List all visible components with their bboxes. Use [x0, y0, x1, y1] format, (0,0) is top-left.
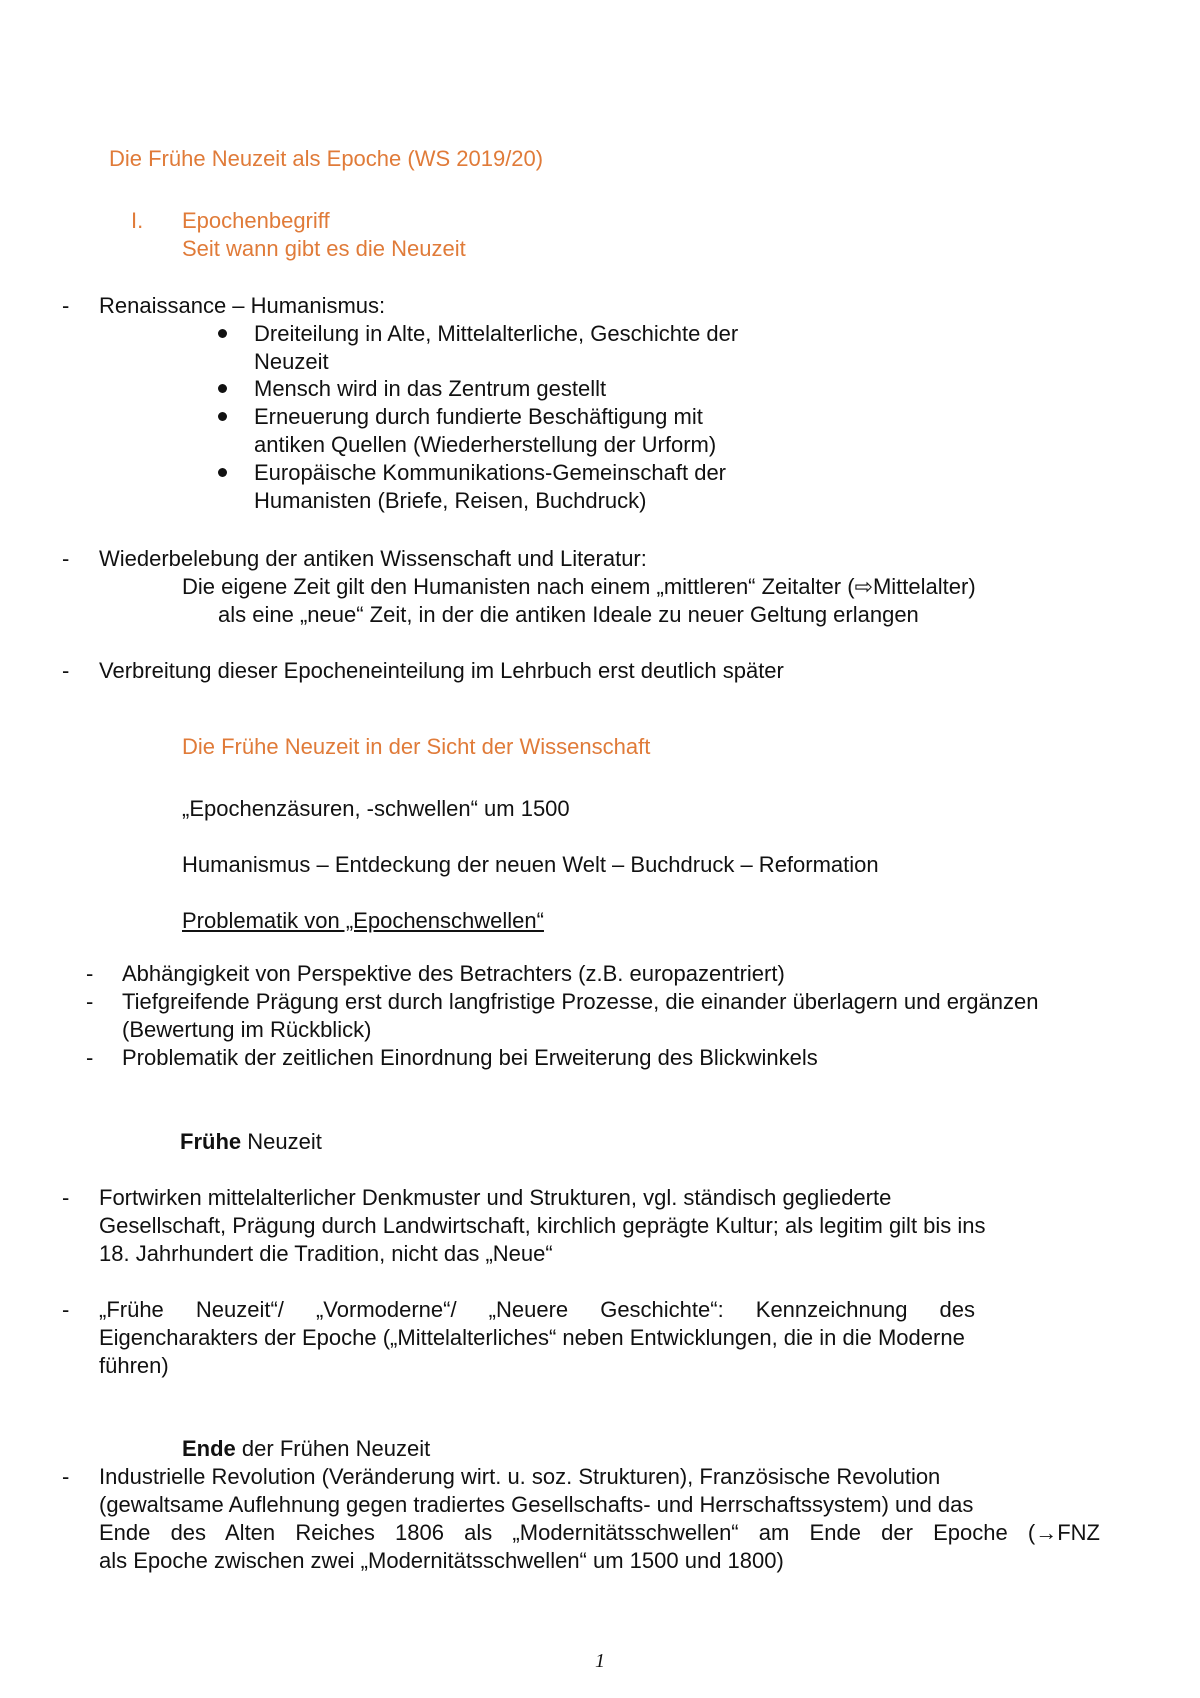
- bullet: [218, 329, 227, 338]
- fruehe-paragraph: Eigencharakters der Epoche („Mittelalterliches“ neben Entwicklungen, die in die Moderne: [99, 1325, 965, 1350]
- section-number: I.: [131, 208, 144, 233]
- renaissance-label: Renaissance – Humanismus:: [99, 293, 386, 318]
- problematik-item: Abhängigkeit von Perspektive des Betrachters (z.B. europazentriert): [122, 961, 785, 986]
- bullet-text: Europäische Kommunikations-Gemeinschaft der: [254, 460, 727, 485]
- section-heading: Epochenbegriff: [182, 208, 330, 233]
- ende-heading: [182, 1435, 430, 1463]
- bullet: [218, 384, 227, 393]
- ende-paragraph: (gewaltsame Auflehnung gegen tradiertes Gesellschafts- und Herrschaftssystem) und das: [99, 1492, 974, 1517]
- problematik-item: Tiefgreifende Prägung erst durch langfristige Prozesse, die einander überlagern und ergänzen: [122, 989, 1039, 1014]
- wiederbelebung-line: als eine „neue“ Zeit, in der die antiken Ideale zu neuer Geltung erlangen: [218, 602, 919, 627]
- problematik-item: Problematik der zeitlichen Einordnung bei Erweiterung des Blickwinkels: [122, 1045, 818, 1070]
- bullet: [218, 468, 227, 477]
- fruehe-paragraph: „Frühe Neuzeit“/ „Vormoderne“/ „Neuere Geschichte“: Kennzeichnung des: [99, 1297, 975, 1322]
- fruehe-heading: [180, 1128, 322, 1156]
- ende-paragraph: Industrielle Revolution (Veränderung wirt. u. soz. Strukturen), Französische Revolution: [99, 1464, 941, 1489]
- fruehe-paragraph: 18. Jahrhundert die Tradition, nicht das „Neue“: [99, 1241, 553, 1266]
- verbreitung-text: Verbreitung dieser Epocheneinteilung im Lehrbuch erst deutlich später: [99, 658, 784, 683]
- bullet-text: Dreiteilung in Alte, Mittelalterliche, Geschichte der: [254, 321, 739, 346]
- list-dash: -: [62, 546, 70, 571]
- arrow-icon: ⇨: [854, 574, 873, 599]
- zaesuren-text: „Epochenzäsuren, -schwellen“ um 1500: [182, 796, 570, 821]
- wiederbelebung-line: [182, 573, 976, 601]
- list-dash: -: [62, 658, 70, 683]
- bullet-text: Mensch wird in das Zentrum gestellt: [254, 376, 607, 401]
- page-number: 1: [595, 1650, 605, 1672]
- list-dash: -: [86, 961, 94, 986]
- fruehe-bold: Frühe: [180, 1129, 242, 1154]
- wiederbelebung-text: Die eigene Zeit gilt den Humanisten nach einem „mittleren“ Zeitalter (: [182, 574, 855, 599]
- wiederbelebung-label: Wiederbelebung der antiken Wissenschaft und Literatur:: [99, 546, 647, 571]
- bullet: [218, 412, 227, 421]
- list-dash: -: [86, 989, 94, 1014]
- problematik-item: (Bewertung im Rückblick): [122, 1017, 372, 1042]
- list-dash: -: [62, 1185, 70, 1210]
- document-title: Die Frühe Neuzeit als Epoche (WS 2019/20): [109, 146, 544, 171]
- list-dash: -: [62, 293, 70, 318]
- bullet-text: Neuzeit: [254, 349, 329, 374]
- bullet-text: antiken Quellen (Wiederherstellung der Urform): [254, 432, 717, 457]
- ende-paragraph: als Epoche zwischen zwei „Modernitätsschwellen“ um 1500 und 1800): [99, 1548, 784, 1573]
- ende-paragraph: Ende des Alten Reiches 1806 als „Modernitätsschwellen“ am Ende der Epoche (→FNZ: [99, 1520, 1100, 1545]
- fruehe-paragraph: Fortwirken mittelalterlicher Denkmuster und Strukturen, vgl. ständisch gegliederte: [99, 1185, 892, 1210]
- wissenschaft-heading: Die Frühe Neuzeit in der Sicht der Wissenschaft: [182, 734, 651, 759]
- events-text: Humanismus – Entdeckung der neuen Welt – Buchdruck – Reformation: [182, 852, 879, 877]
- list-dash: -: [62, 1297, 70, 1322]
- fruehe-rest: Neuzeit: [241, 1129, 322, 1154]
- bullet-text: Erneuerung durch fundierte Beschäftigung mit: [254, 404, 703, 429]
- problematik-heading: Problematik von „Epochenschwellen“: [182, 908, 544, 933]
- wiederbelebung-text: Mittelalter): [872, 574, 976, 599]
- ende-bold: Ende: [182, 1436, 236, 1461]
- list-dash: -: [62, 1464, 70, 1489]
- fruehe-paragraph: führen): [99, 1353, 169, 1378]
- ende-rest: der Frühen Neuzeit: [235, 1436, 431, 1461]
- section-subheading: Seit wann gibt es die Neuzeit: [182, 236, 466, 261]
- bullet-text: Humanisten (Briefe, Reisen, Buchdruck): [254, 488, 647, 513]
- fruehe-paragraph: Gesellschaft, Prägung durch Landwirtschaft, kirchlich geprägte Kultur; als legitim gilt bis ins: [99, 1213, 986, 1238]
- list-dash: -: [86, 1045, 94, 1070]
